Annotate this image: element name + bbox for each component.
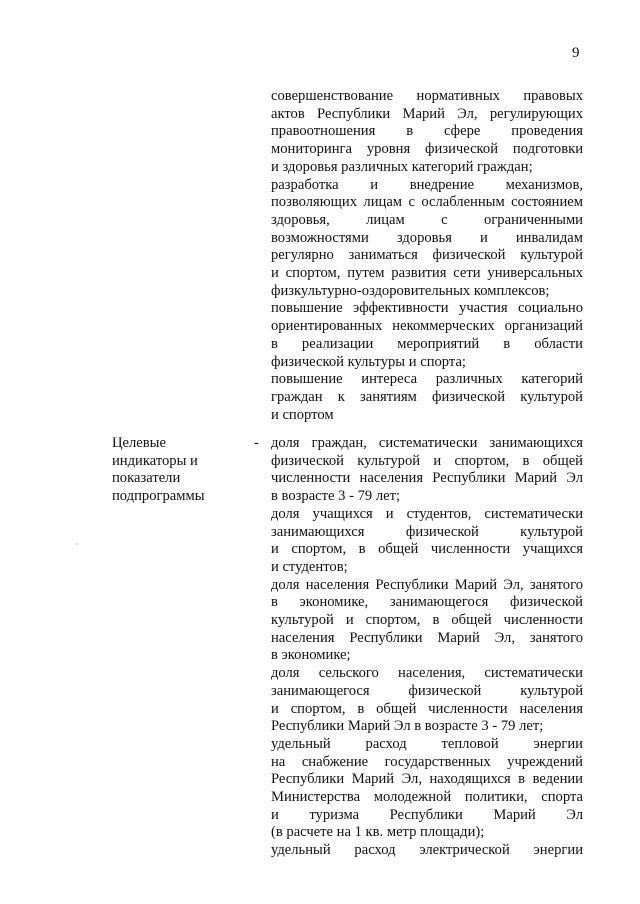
goals-line: разработка и внедрение механизмов, [271,176,583,193]
indicator-line: занимающегося физической культурой [271,682,583,699]
indicator-line: и студентов; [271,558,348,575]
goals-line: граждан к занятиям физической культурой [271,388,583,405]
section-label-line: индикаторы и [112,452,198,469]
goals-line: позволяющих лицам с ослабленным состоянием [271,194,583,211]
indicator-line: занимающихся физической культурой [271,523,583,540]
indicator-line: на снабжение государственных учреждений [271,753,583,770]
goals-line: и спортом [271,406,334,423]
goals-line: в реализации мероприятий в области [271,335,583,352]
indicator-line: численности населения Республики Марий Эл [271,470,583,487]
indicator-line: культурой и спортом, в общей численности [271,612,583,629]
section-label-line: показатели [112,470,181,487]
label-dash: - [254,435,259,451]
goals-line: повышение эффективности участия социально [271,300,583,317]
indicator-line: в экономике; [271,647,351,664]
goals-line: ориентированных некоммерческих организаций [271,318,583,335]
goals-line: совершенствование нормативных правовых [271,88,583,104]
goals-line: повышение интереса различных категорий [271,371,583,388]
indicators-text-block [271,435,583,860]
goals-line: возможностями здоровья и инвалидам [271,229,583,246]
goals-line: физкультурно-оздоровительных комплексов; [271,282,550,299]
indicator-line: доля сельского населения, систематически [271,665,583,682]
indicator-line: населения Республики Марий Эл, занятого [271,629,583,646]
goals-line: правоотношения в сфере проведения [271,123,583,140]
indicator-line: доля граждан, систематически занимающихся [271,435,583,451]
indicator-line: в экономике, занимающегося физической [271,594,583,611]
page-number: 9 [572,45,580,61]
goals-line: регулярно заниматься физической культурой [271,247,583,264]
indicator-line: удельный расход электрической энергии [271,842,583,859]
indicator-line: удельный расход тепловой энергии [271,735,583,752]
indicator-line: Республики Марий Эл в возрасте 3 - 79 лет; [271,718,544,735]
indicator-line: и туризма Республики Марий Эл [271,806,583,823]
goals-line: физической культуры и спорта; [271,353,466,370]
goals-line: и здоровья различных категорий граждан; [271,158,533,175]
goals-text-block [271,88,583,424]
indicator-line: доля учащихся и студентов, систематически [271,505,583,522]
section-label-target-indicators [112,435,252,506]
indicator-line: Министерства молодежной политики, спорта [271,789,583,806]
goals-line: мониторинга уровня физической подготовки [271,141,583,158]
indicator-line: в возрасте 3 - 79 лет; [271,488,401,505]
indicator-line: и спортом, в общей численности населения [271,700,583,717]
indicator-line: и спортом, в общей численности учащихся [271,541,583,558]
indicator-line: Республики Марий Эл, находящихся в ведении [271,771,583,788]
goals-line: и спортом, путем развития сети универсальных [271,265,583,282]
scan-speck [76,543,78,545]
indicator-line: физической культурой и спортом, в общей [271,452,583,469]
indicator-line: доля населения Республики Марий Эл, занятого [271,576,583,593]
section-label-line: подпрограммы [112,488,205,505]
goals-line: здоровья, лицам с ограниченными [271,211,583,228]
indicator-line: (в расчете на 1 кв. метр площади); [271,824,485,841]
section-label-line: Целевые [112,435,166,451]
goals-line: актов Республики Марий Эл, регулирующих [271,105,583,122]
